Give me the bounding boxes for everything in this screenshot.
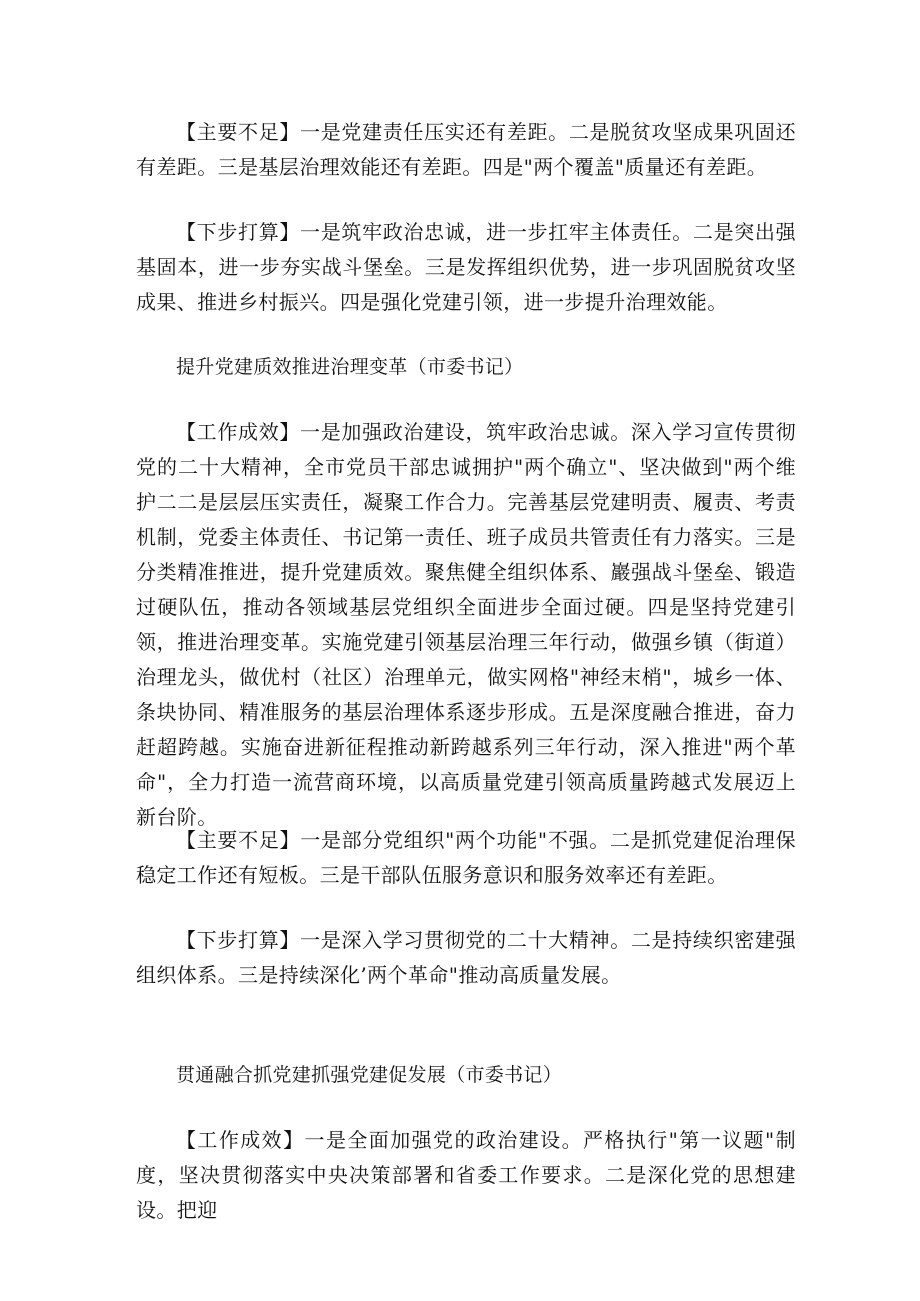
paragraph-work-results-1: 【工作成效】一是加强政治建设，筑牢政治忠诚。深入学习宣传贯彻党的二十大精神，全市党员干部忠诚拥护"两个确立"、坚决做到"两个维护二二是层层压实责任，凝聚工作合力。完善基层党建明责、履责、考责机制，党委主体责任、书记第一责任、班子成员共管责任有力落实。三是分类精准推进，提升党建质效。聚焦健全组织体系、巖强战斗堡垒、锻造过硬队伍，推动各领域基层党组织全面进步全面过硬。四是坚持党建引领，推进治理变革。实施党建引领基层治理三年行动，做强乡镇（街道）治理龙头，做优村（社区）治理单元，做实网格"神经末梢"，城乡一体、条块协同、精准服务的基层治理体系逐步形成。五是深度融合推进，奋力赶超跨越。实施奋进新征程推动新跨越系列三年行动，深入推进"两个革命"，全力打造一流营商环境，以高质量党建引领高质量跨越式发展迈上新台阶。 (136, 420, 796, 829)
paragraph-main-shortcomings-2: 【主要不足】一是部分党组织"两个功能"不强。二是抓党建促治理保稳定工作还有短板。三是干部队伍服务意识和服务效率还有差距。 (136, 828, 796, 887)
paragraph-work-results-2: 【工作成效】一是全面加强党的政治建设。严格执行"第一议题"制度，坚决贯彻落实中央决策部署和省委工作要求。二是深化党的思想建设。把迎 (136, 1128, 796, 1222)
section-heading-1: 提升党建质效推进治理变革（市委书记） (176, 356, 524, 378)
paragraph-next-steps-1: 【下步打算】一是筑牢政治忠诚，进一步扛牢主体责任。二是突出强基固本，进一步夯实战斗堡垒。三是发挥组织优势，进一步巩固脱贫攻坚成果、推进乡村振兴。四是强化党建引领，进一步提升治理效能。 (136, 220, 796, 314)
paragraph-next-steps-2: 【下步打算】一是深入学习贯彻党的二十大精神。二是持续织密建强组织体系。三是持续深化’两个革命"推动高质量发展。 (136, 928, 796, 987)
section-heading-2: 贯通融合抓党建抓强党建促发展（市委书记） (176, 1064, 563, 1086)
paragraph-main-shortcomings-1: 【主要不足】一是党建责任压实还有差距。二是脱贫攻坚成果巩固还有差距。三是基层治理效能还有差距。四是"两个覆盖"质量还有差距。 (136, 120, 796, 179)
